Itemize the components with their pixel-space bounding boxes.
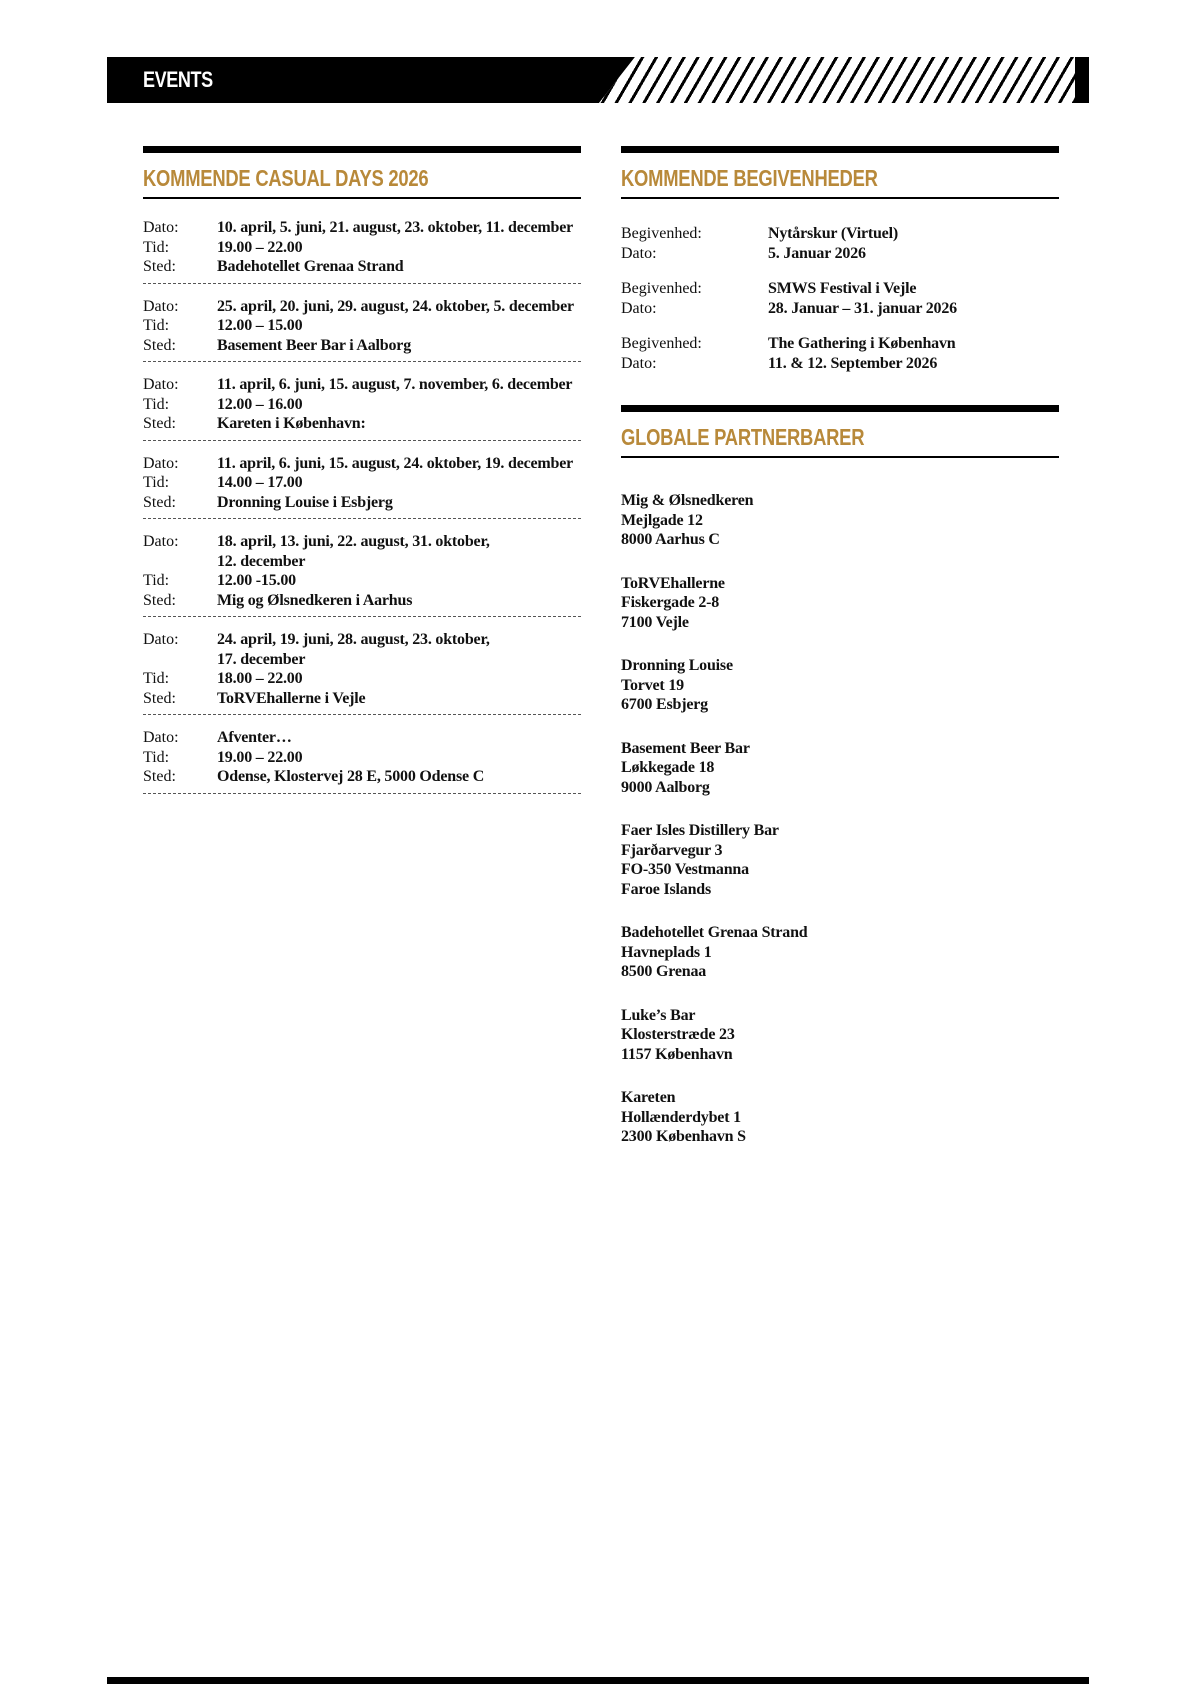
partners-heading-box [621, 405, 1059, 458]
upcoming-event-name-row [621, 334, 1061, 354]
event-label: Begivenhed: [621, 225, 702, 242]
event-date: 5. Januar 2026 [768, 244, 866, 262]
casual-days-heading: KOMMENDE CASUAL DAYS 2026 [143, 165, 429, 191]
event-row-label: Dato: [143, 729, 179, 746]
partner-address-line: Klosterstræde 23 [621, 1026, 735, 1043]
partner-bar [621, 923, 1061, 982]
upcoming-event-date-row [621, 244, 1061, 264]
casual-day-event [143, 218, 581, 284]
event-row [143, 767, 581, 787]
event-row-label: Tid: [143, 670, 170, 687]
partner-address-line: Basement Beer Bar [621, 739, 750, 757]
partner-address-line: 6700 Esbjerg [621, 696, 708, 713]
partner-address-line: 8500 Grenaa [621, 963, 707, 980]
begivenheder-list [621, 224, 1061, 389]
event-label: Begivenhed: [621, 280, 702, 297]
event-row [143, 493, 581, 513]
event-row [143, 591, 581, 611]
event-row-label [143, 650, 217, 670]
partner-bar [621, 491, 1061, 550]
partner-bar [621, 821, 1061, 899]
event-row [143, 257, 581, 277]
event-row-label: Tid: [143, 748, 170, 766]
partner-address-line: Kareten [621, 1089, 676, 1106]
event-row-value: 12.00 – 15.00 [217, 317, 303, 334]
page-title: EVENTS [143, 67, 213, 92]
event-row [143, 238, 581, 258]
events-header-bar [107, 57, 1089, 103]
event-name: SMWS Festival i Vejle [768, 280, 917, 297]
event-row [143, 336, 581, 356]
partner-address-line: Havneplads 1 [621, 943, 712, 961]
partners-list [621, 491, 1061, 1171]
event-row [143, 650, 581, 670]
event-row-value: 14.00 – 17.00 [217, 474, 303, 491]
event-row [143, 552, 581, 572]
event-row-value: 17. december [217, 650, 306, 668]
event-row-label: Dato: [143, 376, 179, 393]
event-row-label: Sted: [143, 493, 176, 511]
event-row-value: 19.00 – 22.00 [217, 748, 303, 766]
event-row-label: Sted: [143, 415, 176, 432]
event-name: Nytårskur (Virtuel) [768, 225, 898, 242]
event-row-value: 12.00 -15.00 [217, 572, 296, 589]
event-row-value: Basement Beer Bar i Aalborg [217, 336, 411, 354]
upcoming-event [621, 279, 1061, 318]
event-row [143, 630, 581, 650]
event-row-label: Sted: [143, 689, 176, 707]
partner-address-line: 7100 Vejle [621, 613, 689, 631]
partner-address-line: FO-350 Vestmanna [621, 861, 749, 878]
date-label: Dato: [621, 354, 657, 372]
upcoming-event [621, 334, 1061, 373]
event-date: 11. & 12. September 2026 [768, 354, 938, 372]
event-row [143, 218, 581, 238]
event-label: Begivenhed: [621, 335, 702, 352]
event-row [143, 297, 581, 317]
event-name: The Gathering i København [768, 335, 956, 352]
event-row [143, 316, 581, 336]
casual-day-event [143, 375, 581, 441]
event-row-value: 10. april, 5. juni, 21. august, 23. oktober, 11. december [217, 219, 574, 236]
event-row-label: Tid: [143, 395, 170, 413]
partner-address-line: 1157 København [621, 1045, 733, 1063]
diagonal-stripes [599, 57, 1089, 103]
event-row-label: Dato: [143, 454, 179, 472]
event-row [143, 728, 581, 748]
header-end-block [1075, 57, 1089, 103]
event-row-value: 19.00 – 22.00 [217, 238, 303, 256]
event-row [143, 669, 581, 689]
casual-days-heading-box [143, 146, 581, 199]
event-row-value: 18.00 – 22.00 [217, 670, 303, 687]
event-row-value: Afventer… [217, 729, 292, 746]
event-row-value: Badehotellet Grenaa Strand [217, 258, 404, 275]
event-row-value: Odense, Klostervej 28 E, 5000 Odense C [217, 768, 485, 785]
partner-bar [621, 656, 1061, 715]
event-row [143, 571, 581, 591]
event-row-value: ToRVEhallerne i Vejle [217, 689, 366, 707]
event-row-label: Tid: [143, 474, 170, 491]
event-row-value: 18. april, 13. juni, 22. august, 31. oktober, [217, 533, 490, 550]
event-row [143, 395, 581, 415]
date-label: Dato: [621, 299, 657, 317]
event-row [143, 532, 581, 552]
event-row [143, 375, 581, 395]
event-row-value: 12. december [217, 552, 306, 570]
event-row-label: Dato: [143, 631, 179, 648]
event-row [143, 689, 581, 709]
partner-address-line: Badehotellet Grenaa Strand [621, 924, 808, 941]
partner-address-line: Løkkegade 18 [621, 759, 715, 776]
event-row [143, 454, 581, 474]
event-row-label: Sted: [143, 768, 176, 785]
begivenheder-heading: KOMMENDE BEGIVENHEDER [621, 165, 878, 191]
partners-heading: GLOBALE PARTNERBARER [621, 424, 865, 450]
casual-days-list [143, 218, 581, 807]
event-row-label: Sted: [143, 591, 176, 609]
event-row [143, 414, 581, 434]
partner-bar [621, 574, 1061, 633]
upcoming-event-date-row [621, 299, 1061, 319]
partner-bar [621, 1088, 1061, 1147]
partner-address-line: 9000 Aalborg [621, 778, 710, 796]
event-row-value: 12.00 – 16.00 [217, 395, 303, 413]
casual-day-event [143, 728, 581, 794]
partner-address-line: Fjarðarvegur 3 [621, 841, 723, 859]
event-row-value: 24. april, 19. juni, 28. august, 23. oktober, [217, 631, 490, 648]
partner-address-line: 2300 København S [621, 1128, 746, 1145]
event-row [143, 748, 581, 768]
event-row-value: Mig og Ølsnedkeren i Aarhus [217, 591, 413, 609]
partner-address-line: Hollænderdybet 1 [621, 1108, 741, 1126]
partner-address-line: Faer Isles Distillery Bar [621, 822, 779, 839]
event-row-label [143, 552, 217, 572]
partner-bar [621, 1006, 1061, 1065]
event-row-label: Sted: [143, 258, 176, 275]
event-row-value: 11. april, 6. juni, 15. august, 7. november, 6. december [217, 376, 573, 393]
partner-address-line: 8000 Aarhus C [621, 531, 720, 548]
partner-address-line: Mejlgade 12 [621, 511, 703, 529]
casual-day-event [143, 297, 581, 363]
event-row-label: Dato: [143, 219, 179, 236]
event-row-value: 25. april, 20. juni, 29. august, 24. oktober, 5. december [217, 297, 574, 315]
begivenheder-heading-box [621, 146, 1059, 199]
event-row-label: Sted: [143, 336, 176, 354]
partner-address-line: Dronning Louise [621, 657, 733, 674]
event-row-label: Tid: [143, 317, 170, 334]
partner-address-line: Luke’s Bar [621, 1006, 696, 1024]
event-row-label: Dato: [143, 533, 179, 550]
event-row-value: 11. april, 6. juni, 15. august, 24. oktober, 19. december [217, 454, 574, 472]
event-row-label: Tid: [143, 572, 170, 589]
event-row [143, 473, 581, 493]
event-date: 28. Januar – 31. januar 2026 [768, 299, 957, 317]
bottom-rule [107, 1677, 1089, 1684]
header-stripe-pattern [599, 57, 1089, 103]
event-row-value: Dronning Louise i Esbjerg [217, 493, 393, 511]
partner-address-line: ToRVEhallerne [621, 574, 725, 592]
event-row-value: Kareten i København: [217, 415, 366, 432]
partner-address-line: Mig & Ølsnedkeren [621, 492, 754, 509]
casual-day-event [143, 454, 581, 520]
partner-address-line: Torvet 19 [621, 676, 684, 694]
casual-day-event [143, 630, 581, 715]
partner-bar [621, 739, 1061, 798]
casual-day-event [143, 532, 581, 617]
event-row-label: Dato: [143, 297, 179, 315]
partner-address-line: Fiskergade 2-8 [621, 594, 720, 611]
date-label: Dato: [621, 244, 657, 262]
upcoming-event-name-row [621, 224, 1061, 244]
event-row-label: Tid: [143, 238, 170, 256]
partner-address-line: Faroe Islands [621, 880, 712, 898]
upcoming-event [621, 224, 1061, 263]
upcoming-event-date-row [621, 354, 1061, 374]
upcoming-event-name-row [621, 279, 1061, 299]
